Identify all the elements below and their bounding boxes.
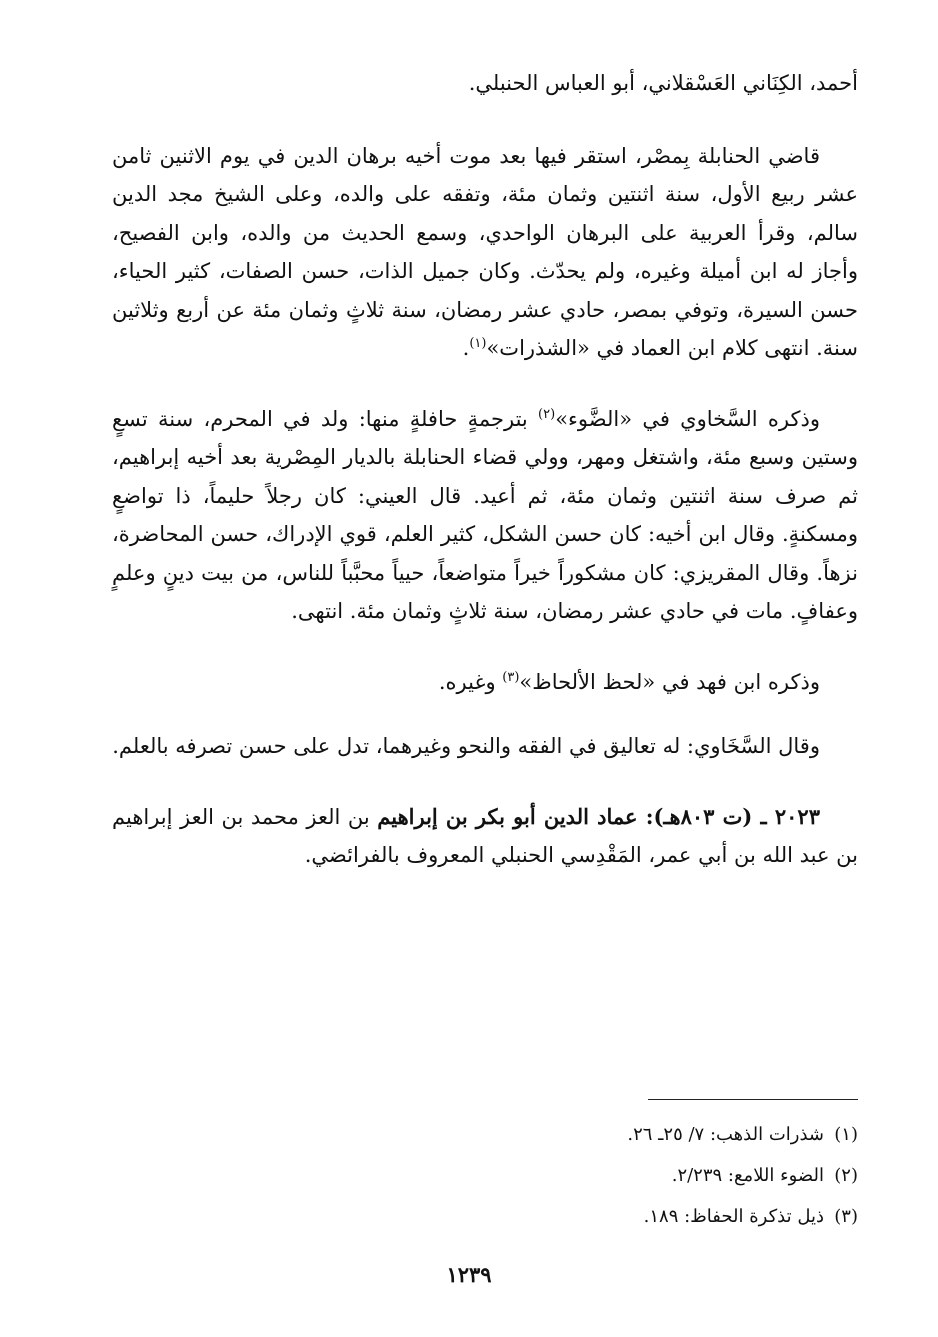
paragraph-text: بترجمةٍ حافلةٍ منها: ولد في المحرم، سنة تسعٍ وستين وسبع مئة، واشتغل ومهر، وولي قضاء الحنابلة بالديار المِصْرية بعد أخيه إبراهيم، ثم صرف سنة اثنتين وثمان مئة، ثم أعيد. قال العيني: كان رجلاً حليماً، ذا تواضعٍ ومسكنةٍ. وقال ابن أخيه: كان حسن الشكل، كثير العلم، قوي الإدراك، حسن المحاضرة، نزهاً. وقال المقريزي: كان مشكوراً خيراً متواضعاً، حيياً محبَّباً للناس، من بيت دينٍ وعلمٍ وعفافٍ. مات في حادي عشر رمضان، سنة ثلاثٍ وثمان مئة. انتهى. [112, 406, 858, 623]
page-number: ١٢٣٩ [446, 1262, 492, 1287]
paragraph-sakhawi [112, 400, 858, 631]
footnote-3 [400, 1196, 858, 1237]
footnote-ref-2: (٢) [538, 406, 556, 422]
entry-text: بن العز محمد بن العز إبراهيم بن عبد الله بن أبي عمر، المَقْدِسي الحنبلي المعروف بالفرائضي. [112, 804, 858, 867]
paragraph-text: وغيره. [438, 669, 503, 694]
footnote-number: (٣) [834, 1206, 858, 1227]
footnote-number: (٢) [834, 1165, 858, 1186]
paragraph-biography [112, 137, 858, 368]
footnote-separator [648, 1099, 858, 1100]
footnote-2 [400, 1155, 858, 1196]
footnote-text: ذيل تذكرة الحفاظ: ١٨٩. [643, 1206, 824, 1227]
paragraph-text: وقال السَّخَاوي: له تعاليق في الفقه والنحو وغيرهما، تدل على حسن تصرفه بالعلم. [112, 734, 820, 758]
main-text [112, 64, 858, 875]
footnote-ref-1: (١) [469, 336, 487, 351]
paragraph-text: وذكره ابن فهد في «لحظ الألحاظ» [519, 669, 820, 694]
paragraph-text: وذكره السَّخاوي في «الضَّوء» [555, 406, 820, 431]
paragraph-ibn-fahd [112, 663, 858, 702]
footnotes [400, 1114, 858, 1237]
period: . [462, 336, 470, 360]
footnote-text: الضوء اللامع: ٢/٢٣٩. [671, 1165, 824, 1186]
entry-heading: ٢٠٢٣ ـ (ت ٨٠٣هـ): عماد الدين أبو بكر بن إبراهيم [377, 803, 820, 829]
continuation-line: أحمد، الكِنَاني العَسْقلاني، أبو العباس الحنبلي. [468, 71, 858, 95]
footnote-ref-3: (٣) [502, 669, 520, 685]
paragraph-taaliq [112, 727, 858, 766]
footnote-1 [400, 1114, 858, 1155]
footnote-text: شذرات الذهب: ٧/ ٢٥ـ ٢٦. [627, 1124, 824, 1145]
footnote-number: (١) [834, 1124, 858, 1145]
paragraph-text: قاضي الحنابلة بِمصْر، استقر فيها بعد موت أخيه برهان الدين في يوم الاثنين ثامن عشر ربيع الأول، سنة اثنتين وثمان مئة، وتفقه على والده، وعلى الشيخ مجد الدين سالم، وقرأ العربية على البرهان الواحدي، وسمع الحديث من والده، وابن الفصيح، وأجاز له ابن أميلة وغيره، ولم يحدّث. وكان جميل الذات، حسن الصفات، كثير الحياء، حسن السيرة، وتوفي بمصر، حادي عشر رمضان، سنة ثلاثٍ وثمان مئة عن أربع وثلاثين سنة. انتهى كلام ابن العماد في «الشذرات» [112, 143, 858, 360]
entry-2023 [112, 798, 858, 875]
